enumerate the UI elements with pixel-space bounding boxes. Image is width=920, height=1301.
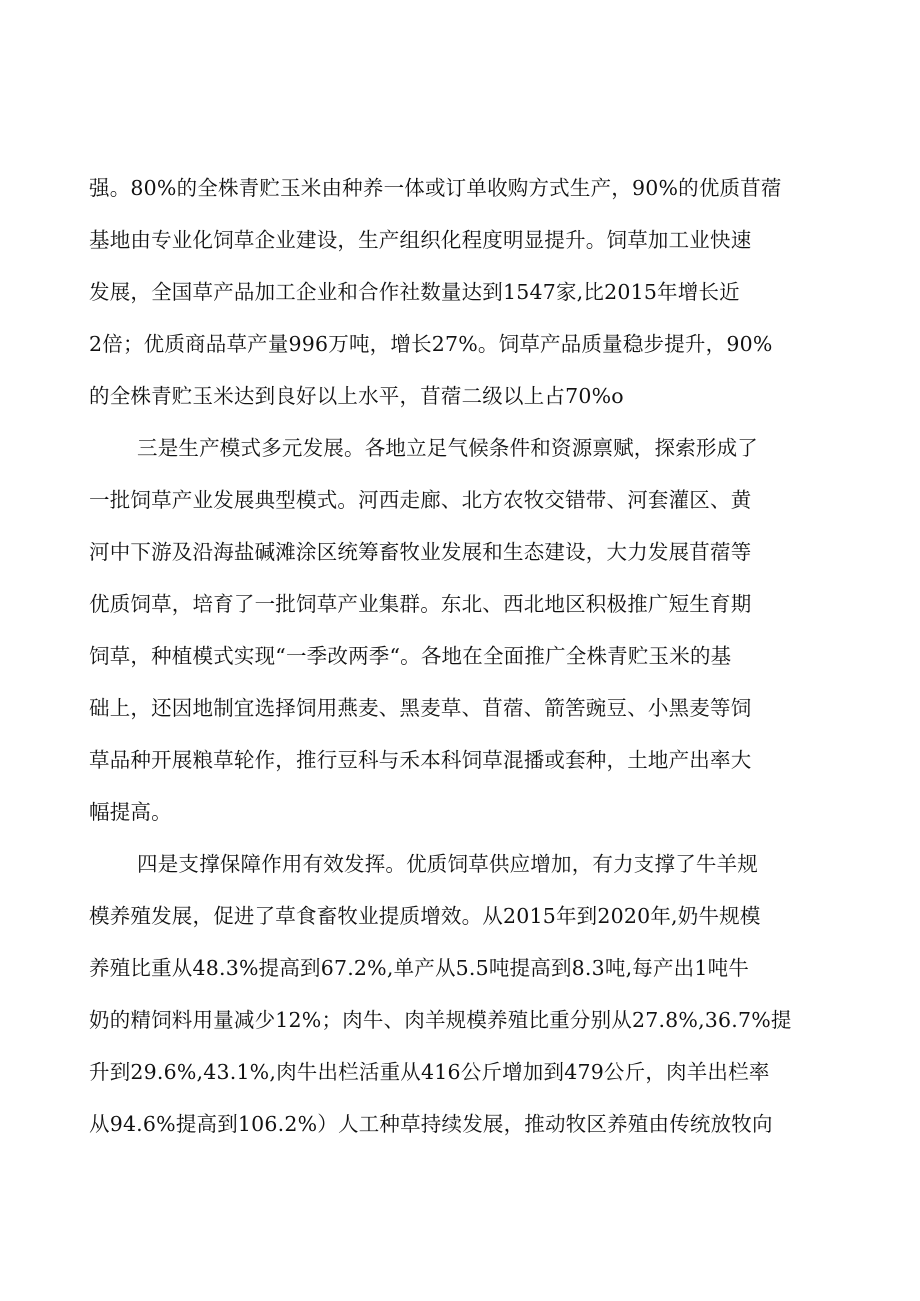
- paragraph-line: 河中下游及沿海盐碱滩涂区统筹畜牧业发展和生态建设，大力发展苜蓿等: [89, 540, 752, 564]
- paragraph-line: 三是生产模式多元发展。各地立足气候条件和资源禀赋，探索形成了: [137, 436, 758, 460]
- paragraph-line: 的全株青贮玉米达到良好以上水平，苜蓿二级以上占70%o: [89, 384, 624, 408]
- paragraph-line: 幅提高。: [89, 800, 172, 824]
- paragraph-line: 优质饲草，培育了一批饲草产业集群。东北、西北地区积极推广短生育期: [89, 592, 752, 616]
- paragraph-line: 养殖比重从48.3%提高到67.2%,单产从5.5吨提高到8.3吨,每产出1吨牛: [89, 956, 750, 980]
- paragraph-line: 强。80%的全株青贮玉米由种养一体或订单收购方式生产，90%的优质苜蓿: [89, 176, 782, 200]
- paragraph-line: 模养殖发展，促进了草食畜牧业提质增效。从2015年到2020年,奶牛规模: [89, 904, 761, 928]
- paragraph-line: 升到29.6%,43.1%,肉牛出栏活重从416公斤增加到479公斤，肉羊出栏率: [89, 1060, 770, 1084]
- paragraph-line: 2倍；优质商品草产量996万吨，增长27%。饲草产品质量稳步提升，90%: [89, 332, 773, 356]
- paragraph-line: 基地由专业化饲草企业建设，生产组织化程度明显提升。饲草加工业快速: [89, 228, 752, 252]
- paragraph-line: 四是支撑保障作用有效发挥。优质饲草供应增加，有力支撑了牛羊规: [137, 852, 758, 876]
- paragraph-line: 饲草，种植模式实现“一季改两季“。各地在全面推广全株青贮玉米的基: [89, 644, 732, 668]
- paragraph-line: 一批饲草产业发展典型模式。河西走廊、北方农牧交错带、河套灌区、黄: [89, 488, 752, 512]
- paragraph-line: 础上，还因地制宜选择饲用燕麦、黑麦草、苜蓿、箭筈豌豆、小黑麦等饲: [89, 696, 752, 720]
- paragraph-line: 从94.6%提高到106.2%）人工种草持续发展，推动牧区养殖由传统放牧向: [89, 1112, 773, 1136]
- paragraph-line: 发展，全国草产品加工企业和合作社数量达到1547家,比2015年增长近: [89, 280, 740, 304]
- paragraph-line: 草品种开展粮草轮作，推行豆科与禾本科饲草混播或套种，土地产出率大: [89, 748, 752, 772]
- paragraph-line: 奶的精饲料用量减少12%；肉牛、肉羊规模养殖比重分别从27.8%,36.7%提: [89, 1008, 792, 1032]
